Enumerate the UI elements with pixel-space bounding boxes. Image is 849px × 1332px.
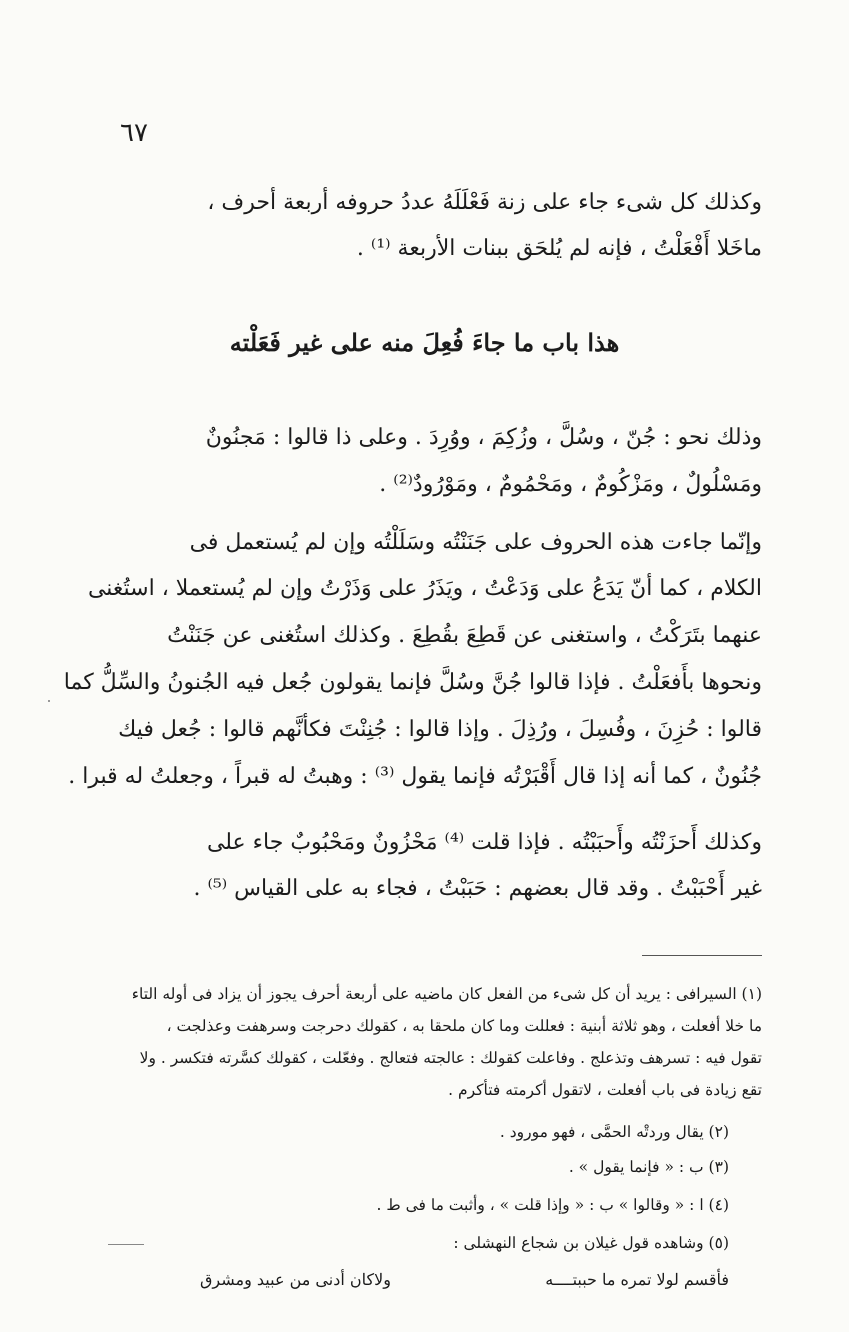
page-speck [48,700,50,702]
intro-paragraph [105,190,762,270]
footnote-5: (٥) وشاهده قول غيلان بن شجاع النهشلى : [453,1234,729,1252]
paragraph-2-line-1: وإنّما جاءت هذه الحروف على جَنَنْتُه وسَلَلْتُه وإن لم يُستعمل فى [189,530,762,555]
footnote-1-line-3: تقول فيه : تسرهف وتذعلج . وفاعلت كقولك : عالجته فتعالج . وفعّلت ، كقولك كسَّرته فتكسر . ولا [139,1049,762,1067]
section-heading: هذا باب ما جاءَ فُعِلَ منه على غير فَعَلْته [229,328,620,357]
paragraph-3-line-2: غير أَحْبَبْتُ . وقد قال بعضهم : حَبَبْتُ ، فجاء به على القياس ⁽⁵⁾ . [193,876,762,901]
footnote-separator [642,955,762,956]
verse-second-half: ولاكان أدنى من عبيد ومشرق [200,1270,391,1289]
footnote-1-line-1: (١) السيرافى : يريد أن كل شىء من الفعل كان ماضيه على أربعة أحرف يجوز أن يزاد فى أوله التاء [131,985,762,1003]
paragraph-1-line-1: وذلك نحو : جُنّ ، وسُلَّ ، وزُكِمَ ، ووُرِدَ . وعلى ذا قالوا : مَجنُونٌ [205,425,762,450]
paragraph-2-line-6: جُنُونٌ ، كما أنه إذا قال أَقْبَرْتُه فإنما يقول ⁽³⁾ : وهبتُ له قبراً ، وجعلتُ له قبرا . [68,764,762,789]
intro-line-1: وكذلك كل شىء جاء على زنة فَعْلَلَهُ عددُ حروفه أربعة أحرف ، [207,190,762,215]
page-number: ٦٧ [120,118,148,148]
paragraph-1-line-2: ومَسْلُولٌ ، ومَزْكُومٌ ، ومَحْمُومٌ ، ومَوْرُودٌ⁽²⁾ . [379,472,762,497]
footnote-3: (٣) ب : « فإنما يقول » . [568,1158,729,1176]
footnote-4: (٤) ا : « وقالوا » ب : « وإذا قلت » ، وأثبت ما فى ط . [376,1196,729,1214]
paragraph-2-line-3: عنهما بتَرَكْتُ ، واستغنى عن قَطِعَ بقُطِعَ . وكذلك استُغنى عن جَنَنْتُ [167,623,762,648]
paragraph-2-line-4: ونحوها بأَفعَلْتُ . فإذا قالوا جُنَّ وسُلَّ فإنما يقولون جُعل فيه الجُنونُ والسِّلُّ كما [63,670,762,695]
footnote-1-line-2: ما خلا أفعلت ، وهو ثلاثة أبنية : فعللت وما كان ملحقا به ، كقولك دحرجت وسرهفت وعذلجت ، [166,1017,762,1035]
margin-mark [108,1244,144,1245]
intro-line-2: ماخَلا أَفْعَلْتُ ، فإنه لم يُلحَق ببنات الأربعة ⁽¹⁾ . [356,236,762,261]
paragraph-3-line-1: وكذلك أَحزَنْتُه وأَحبَبْتُه . فإذا قلت ⁽⁴⁾ مَحْزُونٌ ومَحْبُوبٌ جاء على [206,830,762,855]
footnote-1-line-4: تقع زيادة فى باب أفعلت ، لاتقول أكرمته فتأكرم . [448,1081,762,1099]
paragraph-3 [105,830,762,920]
footnote-2: (٢) يقال وردتْه الحمَّى ، فهو مورود . [499,1123,729,1141]
paragraph-2-line-2: الكلام ، كما أنّ يَدَعُ على وَدَعْتُ ، ويَذَرُ على وَذَرْتُ وإن لم يُستعملا ، استُغنى [87,576,762,601]
paragraph-1 [105,425,762,515]
paragraph-2-line-5: قالوا : حُزِنَ ، وفُسِلَ ، ورُذِلَ . وإذا قالوا : جُنِنْتَ فكأنَّهم قالوا : جُعل فيك [118,717,762,742]
paragraph-2 [63,530,762,820]
verse-first-half: فأقسم لولا تمره ما حببتــــه [545,1270,729,1289]
